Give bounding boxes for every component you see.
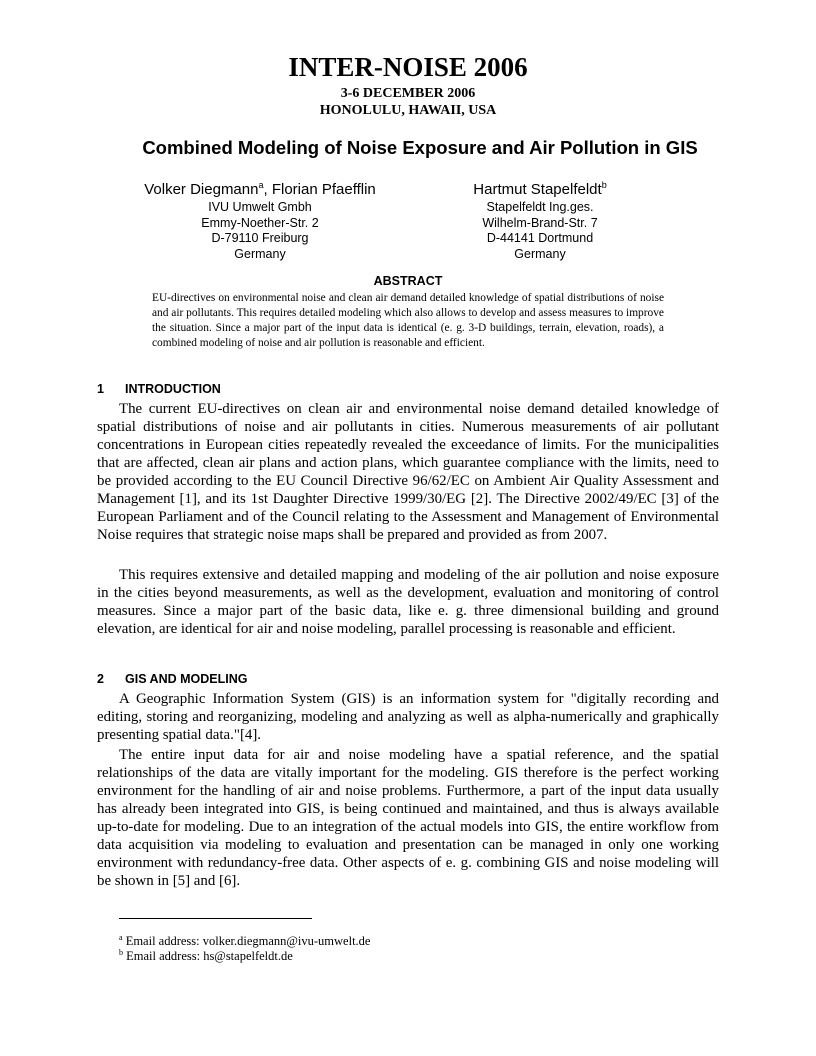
author-names-left (120, 176, 400, 199)
author-block-left (120, 176, 400, 262)
section-number: 1 (97, 382, 104, 396)
conference-place: HONOLULU, HAWAII, USA (319, 103, 497, 118)
section-title: INTRODUCTION (125, 382, 221, 396)
footnote-text: Email address: hs@stapelfeldt.de (123, 949, 293, 964)
section-heading-introduction (97, 382, 221, 397)
abstract-text: EU-directives on environmental noise and clean air demand detailed knowledge of spatial distributions of noise and air pollutants. This requires detailed modeling which also allows to develop and assess measures to improve the situation. Since a major part of the input data is identical (e. g. 3-D buildings, terrain, elevation, roads), a combined modeling of noise and air pollution is reasonable and efficient. (152, 292, 664, 349)
affiliation-line: Stapelfeldt Ing.ges. (486, 200, 594, 214)
affiliation-line: Germany (514, 246, 566, 261)
author-block-right (420, 176, 660, 262)
affiliation-line: D-79110 Freiburg (211, 231, 309, 245)
coauthor-name: , Florian Pfaefflin (263, 181, 376, 198)
conference-date: 3-6 DECEMBER 2006 (340, 86, 476, 101)
footnote-b (119, 945, 293, 964)
author-footnote-mark: b (601, 180, 607, 190)
affiliation-line: Germany (234, 246, 286, 261)
affiliation-line: D-44141 Dortmund (486, 231, 594, 245)
abstract-heading: ABSTRACT (373, 274, 443, 288)
author-name: Hartmut Stapelfeldt (473, 181, 602, 198)
conference-title: INTER-NOISE 2006 (288, 52, 528, 82)
footnote-text: Email address: volker.diegmann@ivu-umwelt.de (122, 934, 371, 949)
body-paragraph: A Geographic Information System (GIS) is an information system for "digitally recording and editing, storing and reorganizing, modeling and analyzing as well as alpha-numerically and graphically presenting spatial data."[4]. (97, 691, 719, 743)
section-heading-gis-and-modeling (97, 672, 247, 687)
section-number: 2 (97, 672, 104, 686)
author-names-right (420, 176, 660, 199)
footnote-mark: b (119, 948, 123, 957)
footnote-divider (119, 918, 312, 919)
affiliation-line: IVU Umwelt Gmbh (208, 200, 312, 214)
author-footnote-mark: a (258, 180, 264, 190)
author-name: Volker Diegmann (144, 181, 259, 198)
footnote-mark: a (119, 933, 123, 942)
affiliation-line: Emmy-Noether-Str. 2 (201, 215, 319, 230)
body-paragraph: The entire input data for air and noise modeling have a spatial reference, and the spatial relationships of the data are vitally important for the modeling. GIS therefore is the perfect working environment for the handling of air and noise problems. Furthermore, a part of the input data usually has already been integrated into GIS, is being continued and maintained, and thus is always available up-to-date for modeling. Due to an integration of the actual models into GIS, the entire workflow from data acquisition via modeling to evaluation and presentation can be managed in only one working environment with redundancy-free data. Other aspects of e. g. combining GIS and noise modeling will be shown in [5] and [6]. (97, 747, 719, 889)
body-paragraph: The current EU-directives on clean air and environmental noise demand detailed knowledge of spatial distributions of noise and air pollutants in cities. Numerous measurements of air pollutant concentrations in European cities repeatedly revealed the exceedance of limits. For the municipalities that are affected, clean air plans and action plans, which guarantee compliance with the limits, need to be provided according to the EU Council Directive 96/62/EC on Ambient Air Quality Assessment and Management [1], and its 1st Daughter Directive 1999/30/EG [2]. The Directive 2002/49/EC [3] of the European Parliament and of the Council relating to the Assessment and Management of Environmental Noise requires that strategic noise maps shall be prepared and provided as from 2007. (97, 401, 719, 543)
body-paragraph: This requires extensive and detailed mapping and modeling of the air pollution and noise exposure in the cities beyond measurements, as well as the development, evaluation and monitoring of control measures. Since a major part of the basic data, like e. g. three dimensional building and ground elevation, are identical for air and noise modeling, parallel processing is reasonable and efficient. (97, 567, 719, 637)
section-title: GIS AND MODELING (125, 672, 248, 686)
affiliation-line: Wilhelm-Brand-Str. 7 (482, 215, 598, 230)
paper-title: Combined Modeling of Noise Exposure and Air Pollution in GIS (142, 137, 698, 158)
